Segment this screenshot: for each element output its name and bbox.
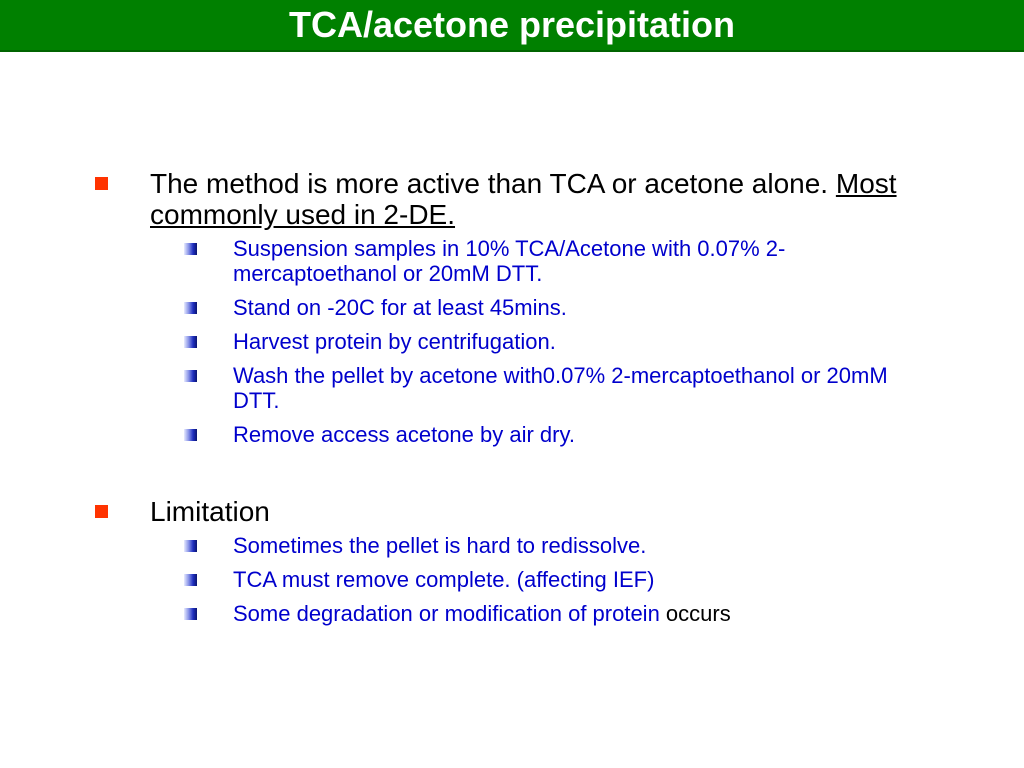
sub-item-redissolve (0, 533, 1024, 558)
sub-item-text: Stand on -20C for at least 45mins. (233, 295, 567, 320)
gradient-square-bullet-icon (184, 608, 197, 620)
sub-item-degradation (0, 601, 1024, 626)
square-bullet-icon (95, 177, 108, 190)
gradient-square-bullet-icon (184, 243, 197, 255)
sub-item-text: Wash the pellet by acetone with0.07% 2-mercaptoethanol or 20mM DTT. (233, 363, 888, 413)
sub-item-text: Suspension samples in 10% TCA/Acetone with 0.07% 2-mercaptoethanol or 20mM DTT. (233, 236, 786, 286)
gradient-square-bullet-icon (184, 370, 197, 382)
sub-item-suffix: occurs (659, 601, 731, 626)
sub-item-suspension (0, 236, 1024, 286)
sub-item-text: Remove access acetone by air dry. (233, 422, 575, 447)
limitation-sub-list (0, 533, 1024, 626)
gradient-square-bullet-icon (184, 336, 197, 348)
gradient-square-bullet-icon (184, 574, 197, 586)
bullet-method-emphasis: Most commonly used in 2-DE. (150, 168, 897, 230)
sub-item-tca-remove (0, 567, 1024, 592)
sub-item-harvest (0, 329, 1024, 354)
gradient-square-bullet-icon (184, 540, 197, 552)
sub-item-text: Sometimes the pellet is hard to redissolve. (233, 533, 647, 558)
sub-item-text: Harvest protein by centrifugation. (233, 329, 556, 354)
method-sub-list (0, 236, 1024, 447)
slide-content (0, 168, 1024, 635)
gradient-square-bullet-icon (184, 302, 197, 314)
sub-item-stand (0, 295, 1024, 320)
square-bullet-icon (95, 505, 108, 518)
bullet-limitation-text: Limitation (150, 496, 270, 527)
sub-item-text: TCA must remove complete. (affecting IEF) (233, 567, 655, 592)
slide-title: TCA/acetone precipitation (288, 4, 736, 45)
bullet-method-text: The method is more active than TCA or acetone alone. (150, 168, 836, 199)
sub-item-wash (0, 363, 1024, 413)
bullet-limitation (0, 496, 1024, 527)
gradient-square-bullet-icon (184, 429, 197, 441)
title-bar (0, 0, 1024, 52)
sub-item-text: Some degradation or modification of protein (233, 601, 660, 626)
section-spacer (0, 456, 1024, 496)
bullet-method (0, 168, 1024, 230)
sub-item-remove (0, 422, 1024, 447)
